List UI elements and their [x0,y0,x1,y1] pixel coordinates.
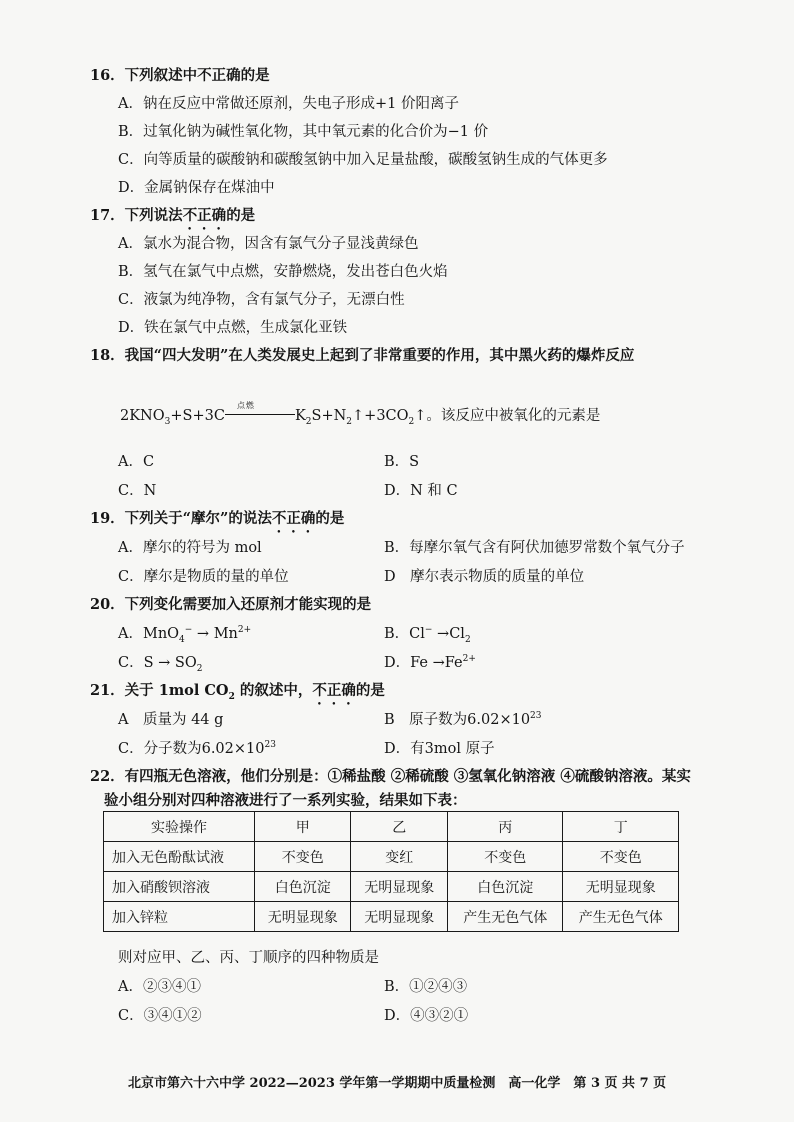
q16-option-d: D．金属钠保存在煤油中 [118,180,275,196]
q17-stem-text: 17．下列说法 [90,207,183,224]
q20-a-sup2: 2+ [237,625,252,636]
q17-stem-emphasis: 不正确 [182,207,227,224]
q19-option-a: A．摩尔的符号为 mol [118,540,262,556]
q20-d-text: D．Fe →Fe [384,655,463,671]
table-header-cell: 丁 [563,812,679,842]
q18-stem: 18．我国“四大发明”在人类发展史上起到了非常重要的作用，其中黑火药的爆炸反应 [90,347,635,364]
q22-option-b: B．①②④③ [384,979,468,995]
q19-stem-end: 的是 [315,510,345,527]
q21-stem-text: 21．关于 1mol CO [90,682,229,699]
q22-stem-line2: 验小组分别对四种溶液进行了一系列实验，结果如下表： [104,792,467,809]
eq-condition: 点燃 [236,401,255,410]
q20-c-text: C．S → SO [118,655,197,671]
q18-option-c: C．N [118,483,157,499]
eq-sub: 3 [164,416,171,427]
q22-stem-line1: 22．有四瓶无色溶液，他们分别是：①稀盐酸 ②稀硫酸 ③氢氧化钠溶液 ④硫酸钠溶液。某实 [90,768,691,785]
q20-a-text: A．MnO [118,626,180,642]
q22-followup: 则对应甲、乙、丙、丁顺序的四种物质是 [118,950,379,966]
table-cell: 不变色 [447,842,563,872]
table-cell: 加入无色酚酞试液 [104,842,255,872]
q19-stem [90,507,344,536]
table-row [104,842,679,872]
table-cell: 白色沉淀 [447,872,563,902]
eq-product-k: K [294,408,306,424]
q16-option-a: A．钠在反应中常做还原剂，失电子形成+1 价阳离子 [118,96,459,112]
q22-option-a: A．②③④① [118,979,201,995]
q20-b-sub: 2 [464,634,471,645]
q17-stem-end: 的是 [226,207,256,224]
eq-sub: 2 [346,416,353,427]
q19-stem-text: 19．下列关于“摩尔”的说法 [90,510,272,527]
q21-c-text: C．分子数为6.02×10 [118,741,265,757]
q18-equation [120,401,601,427]
table-cell: 变红 [351,842,447,872]
q20-stem: 20．下列变化需要加入还原剂才能实现的是 [90,596,372,613]
q20-b-sup: − [424,625,433,636]
table-row [104,902,679,932]
q18-option-a: A．C [118,454,155,470]
table-cell: 白色沉淀 [255,872,351,902]
table-cell: 产生无色气体 [563,902,679,932]
q21-stem-end: 的是 [355,682,385,699]
q21-stem-mid: 的叙述中， [234,682,313,699]
table-cell: 加入硝酸钡溶液 [104,872,255,902]
q21-stem [90,679,385,708]
q21-b-sup: 23 [530,711,542,722]
eq-reaction-arrow [225,401,295,420]
q21-stem-emphasis: 不正确 [312,682,356,699]
q22-option-c: C．③④①② [118,1008,202,1024]
q20-option-c [118,651,202,674]
q18-option-d: D．N 和 C [384,483,458,499]
q20-option-d [384,651,476,672]
q20-d-sup: 2+ [462,654,476,665]
eq-product-co: ↑+3CO [352,408,409,424]
q19-option-d: D 摩尔表示物质的质量的单位 [384,569,585,585]
table-cell: 不变色 [563,842,679,872]
q21-option-d: D．有3mol 原子 [384,741,495,757]
q20-b-text: B．Cl [384,626,425,642]
q21-b-text: B 原子数为6.02×10 [384,712,531,728]
q17-option-a: A．氯水为混合物，因含有氯气分子显浅黄绿色 [118,236,419,252]
page-footer: 北京市第六十六中学 2022—2023 学年第一学期期中质量检测 高一化学 第 3 页 共 7 页 [128,1076,667,1091]
table-cell: 无明显现象 [563,872,679,902]
eq-sub: 2 [408,416,415,427]
q20-c-sub: 2 [196,663,203,674]
q17-option-b: B．氢气在氯气中点燃，安静燃烧，发出苍白色火焰 [118,264,448,280]
table-cell: 产生无色气体 [447,902,563,932]
q19-option-b: B．每摩尔氧气含有阿伏加德罗常数个氧气分子 [384,540,685,556]
eq-line [225,414,295,415]
eq-sub: 2 [305,416,312,427]
q21-c-sup: 23 [264,740,276,751]
q21-option-b [384,708,542,729]
eq-product-s-n: S+N [311,408,347,424]
q16-option-b: B．过氧化钠为碱性氧化物，其中氧元素的化合价为−1 价 [118,124,489,140]
eq-question-tail: ↑。该反应中被氧化的元素是 [414,408,601,424]
table-header-row [104,812,679,842]
q20-a-product: → Mn [192,626,238,642]
table-header-cell: 实验操作 [104,812,255,842]
table-cell: 无明显现象 [351,872,447,902]
q20-b-product: →Cl [432,626,465,642]
q16-option-c: C．向等质量的碳酸钠和碳酸氢钠中加入足量盐酸，碳酸氢钠生成的气体更多 [118,152,608,168]
table-header-cell: 丙 [447,812,563,842]
experiment-table [103,811,679,932]
q21-stem-sub: 2 [228,691,235,702]
q21-option-a: A 质量为 44 g [118,712,224,728]
q20-option-a [118,622,251,645]
table-header-cell: 乙 [351,812,447,842]
q21-option-c [118,737,276,758]
q17-option-d: D．铁在氯气中点燃，生成氯化亚铁 [118,320,348,336]
q22-option-d: D．④③②① [384,1008,469,1024]
q17-option-c: C．液氯为纯净物，含有氯气分子，无漂白性 [118,292,405,308]
eq-reactant-kno3: 2KNO [120,408,165,424]
table-cell: 加入锌粒 [104,902,255,932]
q20-option-b [384,622,471,645]
table-cell: 无明显现象 [351,902,447,932]
table-row [104,872,679,902]
q20-a-sup: − [184,625,193,636]
table-cell: 不变色 [255,842,351,872]
eq-reactants-rest: +S+3C [170,408,225,424]
q19-option-c: C．摩尔是物质的量的单位 [118,569,289,585]
q16-stem: 16．下列叙述中不正确的是 [90,67,270,84]
q17-stem [90,204,255,233]
table-header-cell: 甲 [255,812,351,842]
q20-a-sub: 4 [179,634,185,645]
table-cell: 无明显现象 [255,902,351,932]
q19-stem-emphasis: 不正确 [271,510,316,527]
q18-option-b: B．S [384,454,420,470]
